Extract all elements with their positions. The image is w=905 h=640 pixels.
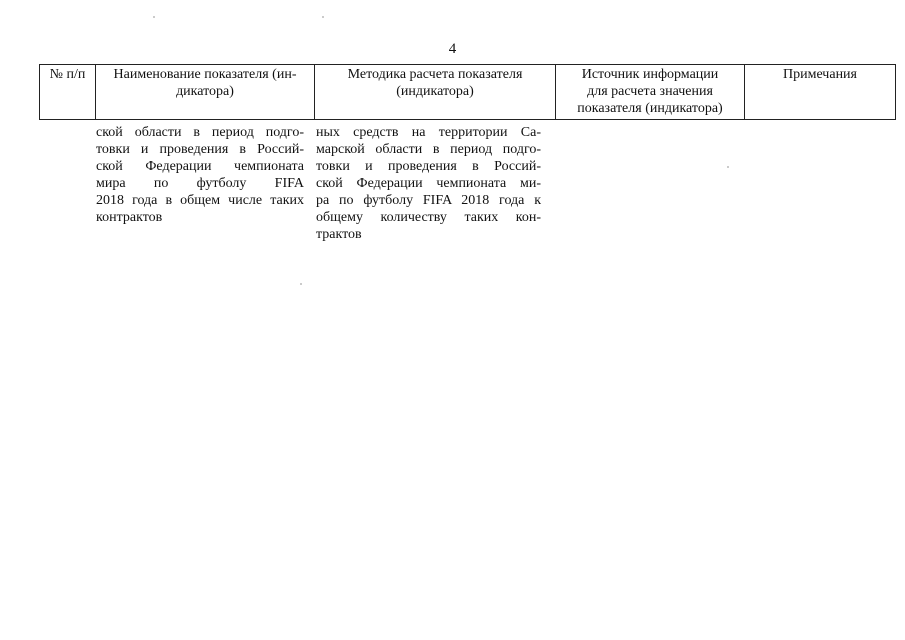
scan-speck xyxy=(727,166,729,168)
text-line: товки и проведения в Россий- xyxy=(316,159,541,174)
header-cell-information-source xyxy=(556,65,745,120)
text-line: товки и проведения в Россий- xyxy=(96,142,304,157)
text-line: трактов xyxy=(316,227,362,242)
text-line: общему количеству таких кон- xyxy=(316,210,541,225)
calculation-method-text xyxy=(316,124,541,243)
scan-speck xyxy=(322,16,324,18)
table-header-row xyxy=(40,65,896,120)
text-line: ных средств на территории Са- xyxy=(316,125,541,140)
page-number: 4 xyxy=(448,41,457,57)
header-line: Методика расчета показателя xyxy=(347,67,523,82)
text-line: мира по футболу FIFA xyxy=(96,176,304,191)
text-line: ской Федерации чемпионата xyxy=(96,159,304,174)
header-line: Примечания xyxy=(782,67,857,82)
text-line: ской Федерации чемпионата ми- xyxy=(316,176,541,191)
header-cell-number xyxy=(40,65,96,120)
header-line: показателя (индикатора) xyxy=(577,101,723,116)
header-cell-calculation-method xyxy=(315,65,556,120)
text-line: марской области в период подго- xyxy=(316,142,541,157)
header-line: Источник информации xyxy=(581,67,719,82)
header-line: Наименование показателя (ин- xyxy=(113,67,297,82)
header-cell-indicator-name xyxy=(96,65,315,120)
indicator-name-text xyxy=(96,124,304,226)
text-line: ской области в период подго- xyxy=(96,125,304,140)
text-line: контрактов xyxy=(96,210,163,225)
header-line: дикатора) xyxy=(176,84,234,99)
text-line: 2018 года в общем числе таких xyxy=(96,193,304,208)
header-line: № п/п xyxy=(49,67,86,82)
scan-speck xyxy=(300,283,302,285)
indicator-table-header xyxy=(39,64,896,120)
text-line: ра по футболу FIFA 2018 года к xyxy=(316,193,541,208)
header-line: для расчета значения xyxy=(587,84,713,99)
header-cell-notes xyxy=(745,65,896,120)
header-line: (индикатора) xyxy=(396,84,474,99)
scan-speck xyxy=(153,16,155,18)
